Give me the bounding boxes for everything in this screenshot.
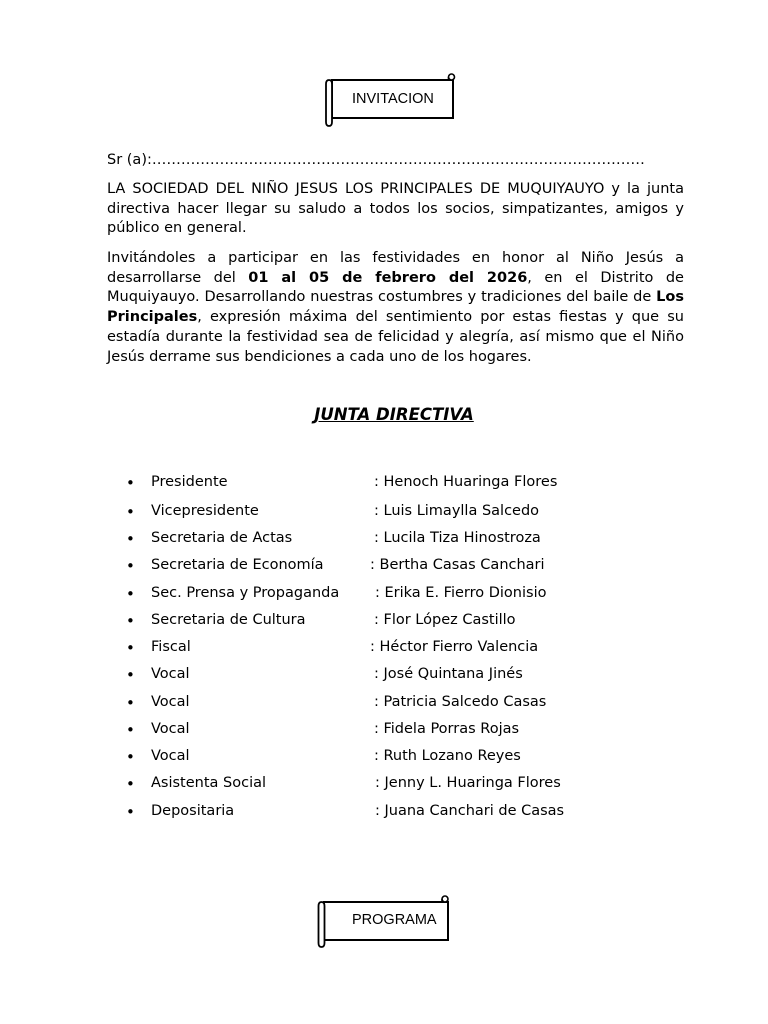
member-name: : Ruth Lozano Reyes xyxy=(374,748,521,764)
board-member-row xyxy=(0,721,768,743)
invitation-text-part2: , en el Distrito de Muquiyauyo. Desarrollando nuestras costumbres y tradiciones del baile de xyxy=(107,269,684,306)
board-member-row xyxy=(0,557,768,579)
member-role: Vocal xyxy=(151,721,190,737)
board-member-row xyxy=(0,775,768,797)
member-name: : Henoch Huaringa Flores xyxy=(374,474,558,490)
member-name: : Luis Limaylla Salcedo xyxy=(374,503,540,519)
dance-name: Los Principales xyxy=(107,289,684,326)
board-member-row xyxy=(0,585,768,607)
member-role: Secretaria de Economía xyxy=(151,557,324,573)
member-name: : Héctor Fierro Valencia xyxy=(370,639,539,655)
board-member-row xyxy=(0,474,768,496)
bullet-icon: • xyxy=(126,666,135,684)
bullet-icon: • xyxy=(126,775,135,793)
bullet-icon: • xyxy=(126,530,135,548)
addressee-line: Sr (a):………………………………………………………………………………………… xyxy=(107,152,645,168)
bullet-icon: • xyxy=(126,503,135,521)
bullet-icon: • xyxy=(126,803,135,821)
board-member-row xyxy=(0,803,768,825)
bullet-icon: • xyxy=(126,639,135,657)
bullet-icon: • xyxy=(126,721,135,739)
member-role: Asistenta Social xyxy=(151,775,267,791)
invitacion-scroll-banner xyxy=(322,72,462,128)
bullet-icon: • xyxy=(126,474,135,492)
member-role: Fiscal xyxy=(151,639,191,655)
member-name: : Patricia Salcedo Casas xyxy=(374,694,547,710)
bullet-icon: • xyxy=(126,557,135,575)
intro-paragraph: LA SOCIEDAD DEL NIÑO JESUS LOS PRINCIPALES DE MUQUIYAUYO y la junta directiva hacer llegar su saludo a todos los socios, simpatizantes, amigos y público en general. xyxy=(107,181,684,237)
member-name: : Flor López Castillo xyxy=(374,612,516,628)
member-role: Vicepresidente xyxy=(151,503,259,519)
member-name: : Erika E. Fierro Dionisio xyxy=(375,585,547,601)
invitation-text-part3: , expresión máxima del sentimiento por estas fiestas y que su estadía durante la festividad sea de felicidad y alegría, así mismo que el Niño Jesús derrame sus bendiciones a cada uno de los hogares. xyxy=(107,309,684,365)
board-member-row xyxy=(0,612,768,634)
board-member-row xyxy=(0,666,768,688)
bullet-icon: • xyxy=(126,694,135,712)
invitation-text-part1: Invitándoles a participar en las festividades en honor al Niño Jesús a desarrollarse del xyxy=(107,250,684,286)
member-role: Presidente xyxy=(151,474,228,490)
member-role: Secretaria de Cultura xyxy=(151,612,306,628)
invitacion-label: INVITACION xyxy=(352,91,434,107)
board-title: JUNTA DIRECTIVA xyxy=(314,405,474,424)
member-role: Depositaria xyxy=(151,803,235,819)
member-role: Vocal xyxy=(151,666,190,682)
member-name: : Jenny L. Huaringa Flores xyxy=(375,775,561,791)
member-role: Vocal xyxy=(151,694,190,710)
bullet-icon: • xyxy=(126,585,135,603)
board-member-row xyxy=(0,503,768,525)
invitation-paragraph xyxy=(107,249,684,367)
member-role: Sec. Prensa y Propaganda xyxy=(151,585,340,601)
member-name: : Fidela Porras Rojas xyxy=(374,721,520,737)
member-role: Secretaria de Actas xyxy=(151,530,293,546)
member-name: : Bertha Casas Canchari xyxy=(370,557,545,573)
member-name: : José Quintana Jinés xyxy=(374,666,523,682)
board-member-row xyxy=(0,694,768,716)
member-name: : Lucila Tiza Hinostroza xyxy=(374,530,541,546)
member-name: : Juana Canchari de Casas xyxy=(375,803,565,819)
programa-scroll-banner xyxy=(315,894,455,950)
bullet-icon: • xyxy=(126,612,135,630)
board-member-row xyxy=(0,748,768,770)
board-member-row xyxy=(0,639,768,661)
board-member-row xyxy=(0,530,768,552)
bullet-icon: • xyxy=(126,748,135,766)
member-role: Vocal xyxy=(151,748,190,764)
festival-dates: 01 al 05 de febrero del 2026 xyxy=(248,269,528,286)
programa-label: PROGRAMA xyxy=(352,912,437,928)
